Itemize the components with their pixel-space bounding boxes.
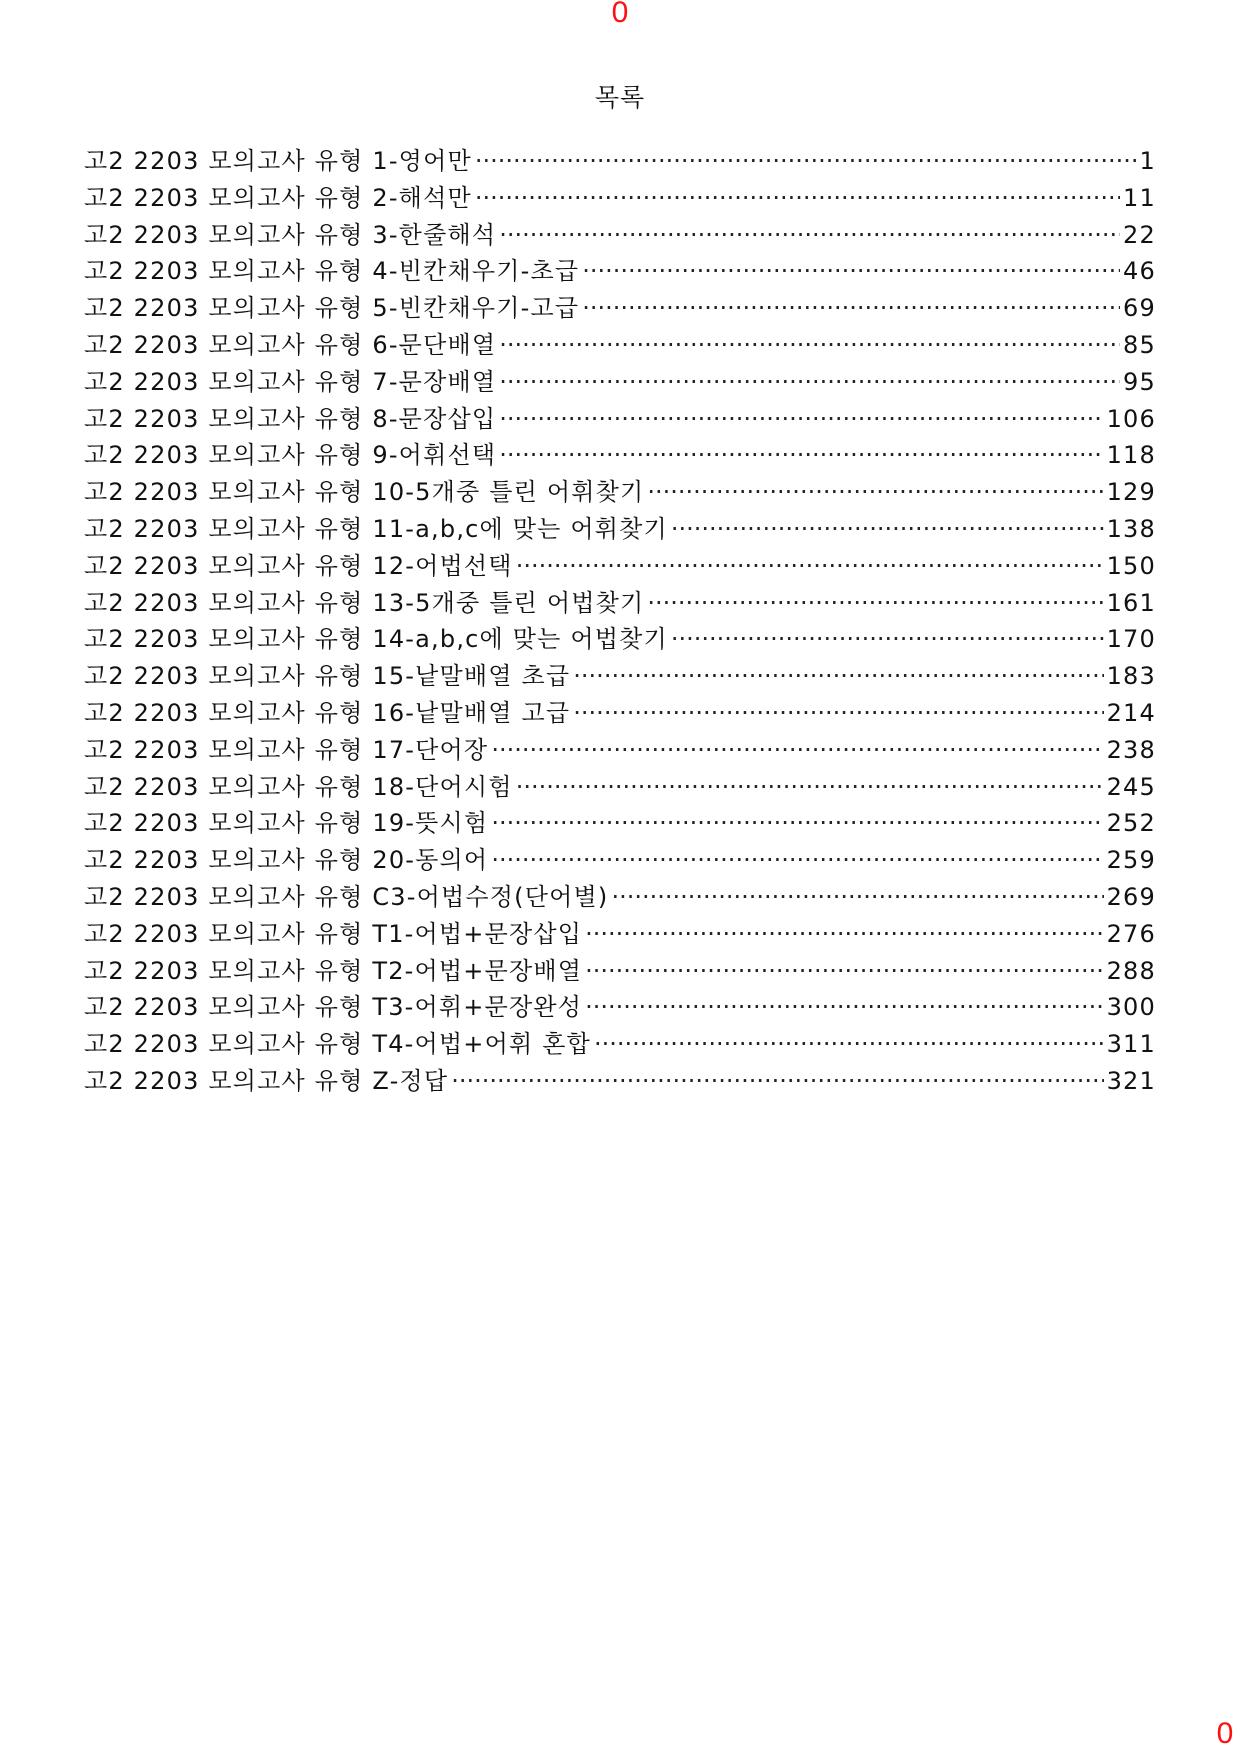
dot-leader [647, 589, 1103, 617]
toc-entry-title: 고2 2203 모의고사 유형 12-어법선택 [84, 551, 513, 580]
toc-entry-page: 269 [1106, 882, 1156, 911]
dot-leader [499, 368, 1120, 396]
toc-entry-26[interactable] [84, 1061, 1156, 1098]
dot-leader [475, 147, 1137, 175]
toc-entry-13[interactable] [84, 583, 1156, 620]
dot-leader [594, 1030, 1104, 1058]
toc-entry-4[interactable] [84, 251, 1156, 288]
toc-entry-11[interactable] [84, 509, 1156, 546]
toc-entry-page: 170 [1106, 625, 1156, 654]
toc-entry-19[interactable] [84, 803, 1156, 840]
toc-entry-page: 150 [1106, 551, 1156, 580]
toc-entry-18[interactable] [84, 767, 1156, 804]
toc-entry-page: 22 [1123, 220, 1156, 249]
toc-entry-9[interactable] [84, 435, 1156, 472]
toc-entry-title: 고2 2203 모의고사 유형 T1-어법+문장삽입 [84, 919, 583, 948]
table-of-contents [84, 141, 1156, 1098]
toc-entry-title: 고2 2203 모의고사 유형 Z-정답 [84, 1066, 449, 1095]
dot-leader [516, 552, 1104, 580]
dot-leader [585, 920, 1103, 948]
toc-entry-title: 고2 2203 모의고사 유형 7-문장배열 [84, 367, 497, 396]
dot-leader [451, 1067, 1103, 1095]
toc-entry-page: 183 [1106, 662, 1156, 691]
dot-leader [475, 184, 1120, 212]
toc-entry-title: 고2 2203 모의고사 유형 14-a,b,c에 맞는 어법찾기 [84, 625, 668, 654]
toc-entry-12[interactable] [84, 546, 1156, 583]
toc-entry-title: 고2 2203 모의고사 유형 2-해석만 [84, 183, 472, 212]
dot-leader [582, 294, 1120, 322]
dot-leader [671, 625, 1104, 653]
toc-entry-page: 1 [1139, 147, 1156, 175]
dot-leader [499, 405, 1103, 433]
dot-leader [647, 478, 1103, 506]
dot-leader [491, 846, 1103, 874]
toc-entry-22[interactable] [84, 914, 1156, 951]
toc-entry-21[interactable] [84, 877, 1156, 914]
dot-leader [499, 331, 1120, 359]
toc-entry-page: 300 [1106, 993, 1156, 1022]
toc-entry-14[interactable] [84, 619, 1156, 656]
dot-leader [516, 773, 1104, 801]
dot-leader [611, 883, 1103, 911]
toc-entry-title: 고2 2203 모의고사 유형 20-동의어 [84, 846, 489, 875]
toc-entry-title: 고2 2203 모의고사 유형 1-영어만 [84, 147, 472, 175]
toc-entry-8[interactable] [84, 399, 1156, 436]
toc-entry-title: 고2 2203 모의고사 유형 5-빈칸채우기-고급 [84, 294, 580, 323]
toc-entry-page: 11 [1123, 183, 1156, 212]
toc-entry-title: 고2 2203 모의고사 유형 9-어휘선택 [84, 441, 497, 470]
toc-entry-title: 고2 2203 모의고사 유형 17-단어장 [84, 735, 489, 764]
toc-entry-title: 고2 2203 모의고사 유형 11-a,b,c에 맞는 어휘찾기 [84, 514, 668, 543]
toc-entry-page: 276 [1106, 919, 1156, 948]
toc-entry-page: 85 [1123, 330, 1156, 359]
toc-entry-title: 고2 2203 모의고사 유형 T4-어법+어휘 혼합 [84, 1030, 591, 1059]
toc-entry-page: 106 [1106, 404, 1156, 433]
dot-leader [499, 441, 1103, 469]
dot-leader [491, 809, 1103, 837]
toc-entry-title: 고2 2203 모의고사 유형 6-문단배열 [84, 330, 497, 359]
toc-entry-title: 고2 2203 모의고사 유형 T2-어법+문장배열 [84, 956, 583, 985]
toc-entry-page: 138 [1106, 514, 1156, 543]
toc-entry-16[interactable] [84, 693, 1156, 730]
toc-entry-page: 259 [1106, 846, 1156, 875]
dot-leader [491, 736, 1103, 764]
toc-entry-3[interactable] [84, 215, 1156, 252]
toc-entry-title: 고2 2203 모의고사 유형 16-낱말배열 고급 [84, 698, 571, 727]
dot-leader [573, 699, 1103, 727]
bottom-page-marker: 0 [1216, 1717, 1234, 1750]
toc-entry-title: 고2 2203 모의고사 유형 18-단어시험 [84, 772, 513, 801]
toc-entry-page: 95 [1123, 367, 1156, 396]
toc-entry-page: 321 [1106, 1066, 1156, 1095]
toc-entry-25[interactable] [84, 1024, 1156, 1061]
toc-entry-title: 고2 2203 모의고사 유형 19-뜻시험 [84, 809, 489, 838]
toc-entry-5[interactable] [84, 288, 1156, 325]
toc-entry-page: 311 [1106, 1030, 1156, 1059]
top-page-marker: 0 [611, 0, 629, 29]
toc-entry-page: 118 [1106, 441, 1156, 470]
toc-entry-page: 288 [1106, 956, 1156, 985]
toc-entry-15[interactable] [84, 656, 1156, 693]
dot-leader [582, 257, 1120, 285]
toc-entry-title: 고2 2203 모의고사 유형 15-낱말배열 초급 [84, 662, 571, 691]
toc-entry-page: 252 [1106, 809, 1156, 838]
toc-entry-page: 238 [1106, 735, 1156, 764]
toc-entry-title: 고2 2203 모의고사 유형 T3-어휘+문장완성 [84, 993, 583, 1022]
toc-entry-page: 245 [1106, 772, 1156, 801]
toc-entry-title: 고2 2203 모의고사 유형 13-5개중 틀린 어법찾기 [84, 588, 645, 617]
dot-leader [573, 662, 1103, 690]
toc-entry-page: 214 [1106, 698, 1156, 727]
toc-entry-6[interactable] [84, 325, 1156, 362]
toc-entry-title: 고2 2203 모의고사 유형 8-문장삽입 [84, 404, 497, 433]
toc-entry-title: 고2 2203 모의고사 유형 4-빈칸채우기-초급 [84, 257, 580, 286]
toc-entry-page: 161 [1106, 588, 1156, 617]
toc-entry-7[interactable] [84, 362, 1156, 399]
toc-entry-1[interactable] [84, 141, 1156, 178]
toc-entry-2[interactable] [84, 178, 1156, 215]
toc-entry-10[interactable] [84, 472, 1156, 509]
toc-entry-page: 69 [1123, 294, 1156, 323]
dot-leader [671, 515, 1104, 543]
dot-leader [499, 221, 1120, 249]
toc-entry-24[interactable] [84, 987, 1156, 1024]
toc-entry-page: 129 [1106, 478, 1156, 507]
dot-leader [585, 957, 1103, 985]
toc-entry-20[interactable] [84, 840, 1156, 877]
toc-entry-title: 고2 2203 모의고사 유형 C3-어법수정(단어별) [84, 882, 609, 911]
toc-entry-17[interactable] [84, 730, 1156, 767]
toc-entry-title: 고2 2203 모의고사 유형 10-5개중 틀린 어휘찾기 [84, 478, 645, 507]
toc-entry-23[interactable] [84, 951, 1156, 988]
toc-entry-page: 46 [1123, 257, 1156, 286]
toc-entry-title: 고2 2203 모의고사 유형 3-한줄해석 [84, 220, 497, 249]
toc-heading: 목록 [594, 83, 646, 112]
dot-leader [585, 993, 1103, 1021]
